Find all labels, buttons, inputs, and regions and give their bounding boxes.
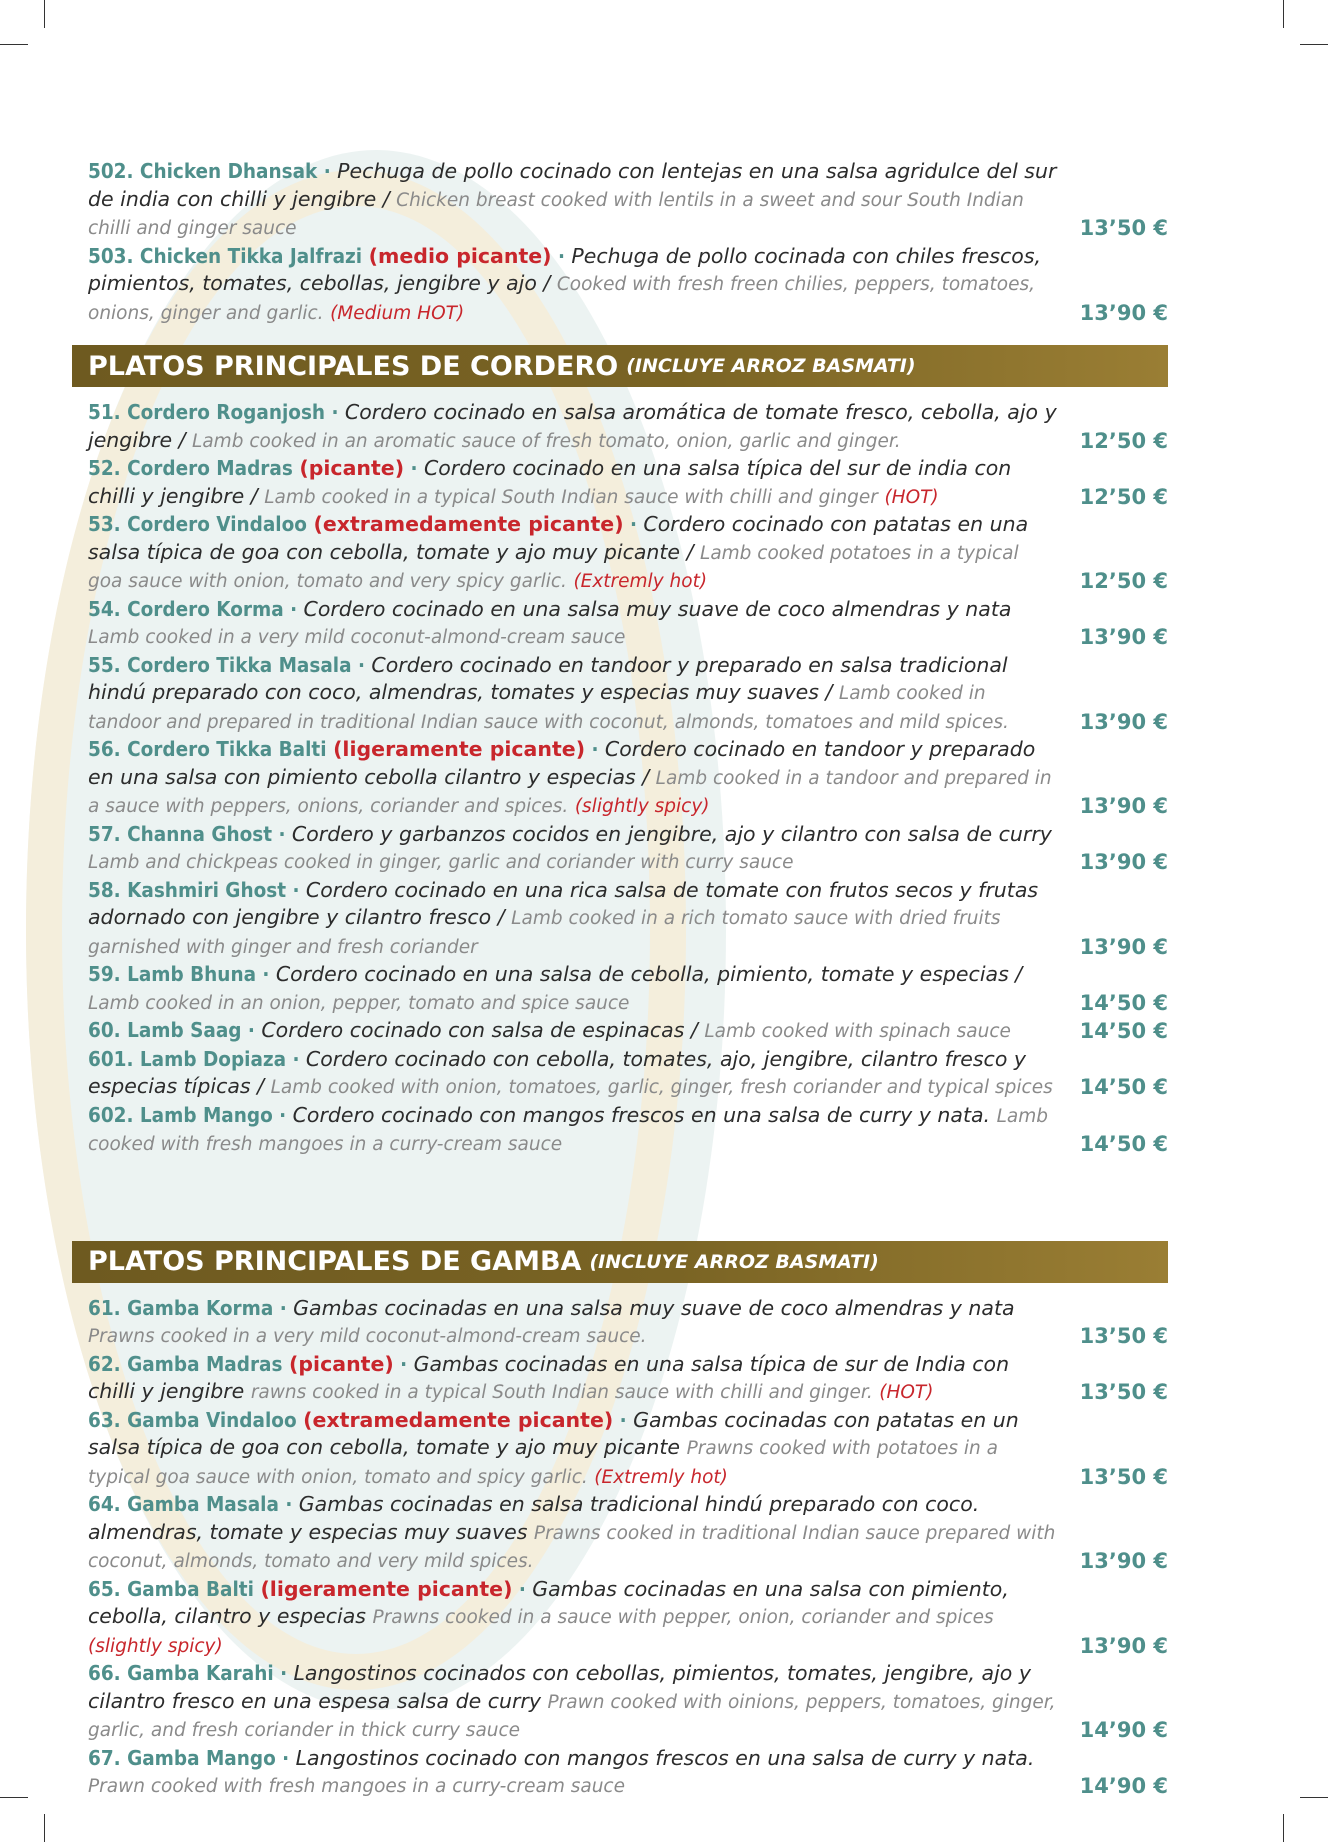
section-header — [72, 1241, 1168, 1283]
item-name: 54. Cordero Korma — [88, 596, 284, 621]
item-spice-level: (extramedamente picante) — [313, 512, 624, 536]
menu-item — [88, 1102, 1168, 1159]
item-name: 602. Lamb Mango — [88, 1102, 273, 1127]
menu-item — [88, 1745, 1168, 1801]
item-description-es: Cordero cocinado en una salsa muy suave de coco almendras y nata — [303, 596, 1012, 621]
item-name: 52. Cordero Madras — [88, 456, 293, 480]
item-price: 12’50 € — [1079, 428, 1168, 453]
item-price: 12’50 € — [1079, 484, 1168, 509]
item-description-es: Cordero cocinado en tandoor y preparado en salsa tradicional hindú preparado con coco, almendras, tomates y especias muy suaves / — [88, 652, 1008, 704]
item-price: 14’50 € — [1079, 1075, 1168, 1099]
separator-dot: · — [351, 652, 372, 677]
separator-dot: · — [317, 159, 338, 183]
section-title: PLATOS PRINCIPALES DE GAMBA — [88, 1246, 582, 1277]
item-description-en: Lamb cooked with fresh mangoes in a curry-cream sauce — [88, 1105, 1049, 1155]
crop-mark — [44, 0, 45, 28]
section-header — [72, 345, 1168, 387]
separator-dot: · — [393, 1351, 414, 1376]
item-description-en: Lamb cooked potatoes in a typical goa sauce with onion, tomato and very spicy garlic. — [88, 542, 1019, 592]
item-description-es: Cordero cocinado en una rica salsa de tomate con frutos secos y frutas adornado con jengibre y cilantro fresco / — [88, 877, 1039, 929]
item-description-es: Cordero cocinado con patatas en una salsa típica de goa con cebolla, tomate y ajo muy picante / — [88, 512, 1029, 564]
item-description-es: Cordero cocinado en una salsa típica del sur de india con chilli y jengibre / — [88, 456, 1012, 508]
item-spice-level-en: (slightly spicy) — [88, 1635, 223, 1657]
item-description-es: Cordero cocinado en una salsa de cebolla, pimiento, tomate y especias / — [275, 962, 1023, 986]
separator-dot: · — [623, 512, 644, 536]
item-name: 55. Cordero Tikka Masala — [88, 652, 352, 677]
item-name: 62. Gamba Madras — [88, 1351, 283, 1376]
item-description-es: Gambas cocinadas con patatas en un salsa típica de goa con cebolla, tomate y ajo muy picante — [88, 1407, 1019, 1459]
section-title: PLATOS PRINCIPALES DE CORDERO — [88, 350, 619, 382]
item-description-en: Lamb cooked in an onion, pepper, tomato and spice sauce — [88, 992, 630, 1014]
separator-dot: · — [551, 243, 572, 268]
menu-item — [88, 736, 1168, 821]
item-description-es: Gambas cocinadas en una salsa típica de sur de India con chilli y jengibre — [88, 1351, 1010, 1403]
item-price: 13’90 € — [1079, 709, 1168, 734]
menu-item — [88, 158, 1168, 243]
crop-mark — [1283, 1814, 1284, 1842]
item-description-es: Gambas cocinadas en una salsa muy suave de coco almendras y nata — [293, 1295, 1015, 1320]
menu-item — [88, 1576, 1168, 1661]
item-name: 51. Cordero Roganjosh — [88, 400, 326, 424]
item-description-es: Cordero cocinado con mangos frescos en una salsa de curry y nata. — [292, 1102, 991, 1127]
item-price: 12’50 € — [1079, 569, 1168, 593]
item-name: 64. Gamba Masala — [88, 1492, 279, 1516]
item-name: 57. Channa Ghost — [88, 821, 273, 846]
menu-item — [88, 455, 1168, 511]
item-description-en: Lamb cooked in an aromatic sauce of fresh tomato, onion, garlic and ginger. — [192, 430, 901, 452]
item-description-en: Lamb cooked in a rich tomato sauce with dried fruits garnished with ginger and fresh coriander — [88, 908, 1001, 958]
section-subtitle: (INCLUYE ARROZ BASMATI) — [589, 1250, 879, 1273]
section-subtitle: (INCLUYE ARROZ BASMATI) — [626, 355, 916, 377]
menu-item — [88, 961, 1168, 1017]
menu-item — [88, 596, 1168, 652]
separator-dot: · — [272, 1102, 293, 1127]
crop-mark — [44, 1814, 45, 1842]
separator-dot: · — [256, 962, 276, 986]
item-price: 13’50 € — [1079, 1380, 1168, 1404]
item-description-es: Cordero cocinado en tandoor y preparado en una salsa con pimiento cebolla cilantro y especias / — [88, 737, 1036, 789]
crop-mark — [1300, 1797, 1328, 1798]
item-description-en: Prawn cooked with oinions, peppers, tomatoes, ginger, garlic, and fresh coriander in thick curry sauce — [88, 1691, 1056, 1741]
item-description-en: Prawns cooked with potatoes in a typical goa sauce with onion, tomato and spicy garlic. — [88, 1438, 998, 1488]
menu-item — [88, 1295, 1168, 1351]
item-description-es: Cordero cocinado en salsa aromática de tomate fresco, cebolla, ajo y jengibre / — [88, 400, 1057, 452]
menu-item — [88, 1491, 1168, 1576]
item-description-es: Pechuga de pollo cocinado con lentejas en una salsa agridulce del sur de india con chilli y jengibre / — [88, 159, 1057, 211]
item-price: 13’50 € — [1079, 1324, 1168, 1348]
item-price: 13’50 € — [1079, 216, 1168, 240]
item-description-en: Lamb cooked with spinach sauce — [704, 1021, 1011, 1042]
crop-mark — [0, 1797, 28, 1798]
item-price: 14’90 € — [1079, 1718, 1168, 1742]
item-description-en: Lamb cooked in tandoor and prepared in traditional Indian sauce with coconut, almonds, tomatoes and mild spices. — [88, 683, 1009, 733]
item-description-es: Langostinos cocinado con mangos frescos en una salsa de curry y nata. — [295, 1745, 1035, 1770]
separator-dot: · — [272, 821, 292, 846]
item-description-es: Cordero y garbanzos cocidos en jengibre, ajo y cilantro con salsa de curry — [291, 821, 1052, 846]
item-spice-level: (medio picante) — [368, 243, 552, 268]
item-price: 13’90 € — [1079, 1549, 1168, 1573]
item-name: 56. Cordero Tikka Balti — [88, 737, 327, 761]
item-name: 60. Lamb Saag — [88, 1018, 242, 1042]
item-name: 53. Cordero Vindaloo — [88, 512, 307, 536]
item-spice-level-en: (Medium HOT) — [330, 302, 465, 324]
menu-item — [88, 1046, 1168, 1102]
crop-mark — [1283, 0, 1284, 28]
menu-item — [88, 243, 1168, 328]
menu-item — [88, 1351, 1168, 1407]
item-name: 503. Chicken Tikka Jalfrazi — [88, 243, 363, 268]
item-price: 13’90 € — [1079, 850, 1168, 874]
separator-dot: · — [613, 1407, 634, 1432]
separator-dot: · — [283, 596, 304, 621]
separator-dot: · — [585, 737, 605, 761]
item-description-en: Prawn cooked with fresh mangoes in a curry-cream sauce — [88, 1776, 625, 1797]
separator-dot: · — [273, 1295, 294, 1320]
item-name: 61. Gamba Korma — [88, 1295, 274, 1320]
item-description-es: Gambas cocinadas en una salsa con pimiento, cebolla, cilantro y especias — [88, 1576, 1009, 1628]
menu-item — [88, 652, 1168, 737]
item-price: 13’90 € — [1079, 300, 1168, 325]
menu-item — [88, 821, 1168, 877]
crop-mark — [1300, 44, 1328, 45]
item-description-es: Cordero cocinado con salsa de espinacas / — [261, 1018, 698, 1042]
item-price: 13’50 € — [1079, 1464, 1168, 1489]
crop-mark — [0, 44, 28, 45]
menu-content — [88, 158, 1168, 1801]
item-description-es: Pechuga de pollo cocinada con chiles frescos, pimientos, tomates, cebollas, jengibre y ajo / — [88, 243, 1042, 295]
menu-item — [88, 1017, 1168, 1046]
item-description-en: Chicken breast cooked with lentils in a sweet and sour South Indian chilli and ginger sauce — [88, 189, 1024, 239]
separator-dot: · — [273, 1661, 294, 1685]
item-spice-level: (ligeramente picante) — [333, 737, 586, 761]
item-spice-level: (picante) — [289, 1351, 394, 1376]
item-price: 14’50 € — [1079, 1132, 1168, 1156]
item-spice-level-en: (slightly spicy) — [574, 796, 710, 817]
item-price: 13’90 € — [1079, 1633, 1168, 1658]
item-name: 65. Gamba Balti — [88, 1576, 254, 1601]
item-name: 601. Lamb Dopiaza — [88, 1046, 287, 1071]
separator-dot: · — [286, 1046, 306, 1071]
item-description-es: Cordero cocinado con cebolla, tomates, ajo, jengibre, cilantro fresco y especias típicas / — [88, 1046, 1027, 1098]
item-name: 66. Gamba Karahi — [88, 1661, 274, 1685]
separator-dot: · — [278, 1492, 299, 1516]
item-name: 58. Kashmiri Ghost — [88, 877, 287, 902]
item-description-en: Cooked with fresh freen chilies, peppers, tomatoes, onions, ginger and garlic. — [88, 274, 1035, 324]
separator-dot: · — [241, 1018, 262, 1042]
item-price: 14’50 € — [1079, 990, 1168, 1015]
item-spice-level: (ligeramente picante) — [260, 1576, 513, 1601]
menu-item — [88, 399, 1168, 455]
item-description-en: Lamb cooked with onion, tomatoes, garlic, ginger, fresh coriander and typical spices — [270, 1077, 1053, 1098]
item-price: 13’90 € — [1079, 794, 1168, 818]
item-description-en: Lamb cooked in a very mild coconut-almond-cream sauce — [88, 627, 626, 648]
item-price: 13’90 € — [1079, 625, 1168, 649]
item-price: 14’50 € — [1079, 1019, 1168, 1043]
item-name: 67. Gamba Mango — [88, 1745, 276, 1770]
item-name: 502. Chicken Dhansak — [88, 159, 318, 183]
item-description-es: Langostinos cocinados con cebollas, pimientos, tomates, jengibre, ajo y cilantro fresco en una espesa salsa de curry — [88, 1661, 1031, 1713]
item-spice-level-en: (HOT) — [879, 1382, 934, 1403]
item-spice-level: (picante) — [299, 456, 405, 480]
menu-item — [88, 1660, 1168, 1745]
item-description-en: Prawns cooked in a very mild coconut-almond-cream sauce. — [88, 1326, 647, 1347]
item-name: 63. Gamba Vindaloo — [88, 1407, 297, 1432]
separator-dot: · — [404, 456, 424, 480]
item-description-en: Prawns cooked in traditional Indian sauce prepared with coconut, almonds, tomato and very mild spices. — [88, 1522, 1056, 1572]
item-name: 59. Lamb Bhuna — [88, 962, 257, 986]
item-description-en: Lamb cooked in a typical South Indian sauce with chilli and ginger — [264, 486, 878, 508]
item-price: 13’90 € — [1079, 934, 1168, 959]
menu-item — [88, 1407, 1168, 1492]
item-description-en: rawns cooked in a typical South Indian sauce with chilli and ginger. — [250, 1382, 873, 1403]
item-description-en: Prawns cooked in a sauce with pepper, onion, coriander and spices — [372, 1607, 994, 1628]
menu-item — [88, 511, 1168, 596]
item-description-en: Lamb cooked in a tandoor and prepared in a sauce with peppers, onions, coriander and spices. — [88, 767, 1052, 817]
menu-item — [88, 877, 1168, 962]
item-spice-level-en: (HOT) — [884, 486, 939, 508]
separator-dot: · — [512, 1576, 533, 1601]
separator-dot: · — [325, 400, 345, 424]
separator-dot: · — [275, 1745, 296, 1770]
item-description-es: Gambas cocinadas en salsa tradicional hindú preparado con coco. almendras, tomate y especias muy suaves — [88, 1492, 980, 1544]
separator-dot: · — [286, 877, 306, 902]
item-spice-level: (extramedamente picante) — [303, 1407, 614, 1432]
item-price: 14’90 € — [1079, 1774, 1168, 1798]
item-spice-level-en: (Extremly hot) — [594, 1466, 728, 1488]
item-spice-level-en: (Extremly hot) — [573, 571, 708, 592]
item-description-en: Lamb and chickpeas cooked in ginger, garlic and coriander with curry sauce — [88, 852, 794, 873]
